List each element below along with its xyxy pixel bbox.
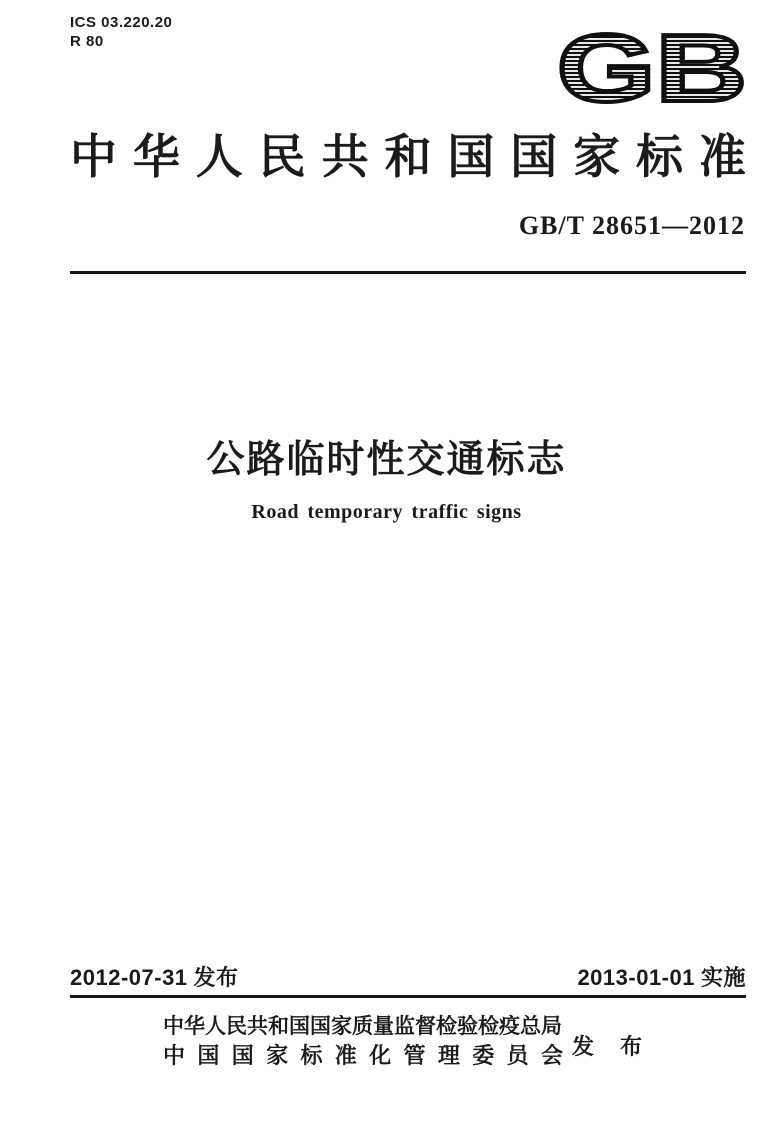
- issue-date-item: [70, 961, 239, 992]
- classification-codes: [70, 13, 172, 51]
- gb-logo: [535, 15, 747, 122]
- implement-date: 2013-01-01: [577, 965, 695, 990]
- gb-logo-text: GB: [556, 15, 747, 122]
- implement-date-item: [577, 961, 746, 992]
- document-title-english: Road temporary traffic signs: [251, 501, 522, 523]
- date-row: [70, 961, 746, 992]
- standard-number: GB/T 28651—2012: [518, 211, 745, 240]
- implement-date-label: 实施: [700, 965, 746, 990]
- document-title-chinese: 公路临时性交通标志: [206, 439, 567, 481]
- ics-code: ICS 03.220.20: [70, 14, 173, 31]
- issuer-aqsiq: 中华人民共和国国家质量监督检验检疫总局: [163, 1015, 562, 1038]
- footer-divider-line: [70, 995, 746, 998]
- national-standard-heading: 中 华 人 民 共 和 国 国 家 标 准: [70, 132, 746, 184]
- doc-class-code: R 80: [70, 33, 104, 50]
- issue-date-label: 发布: [193, 965, 239, 990]
- issuer-block: [163, 1013, 563, 1069]
- issue-date: 2012-07-31: [70, 965, 188, 990]
- publish-label: 发 布: [572, 1034, 642, 1059]
- issuer-sac: 中 国 国 家 标 准 化 管 理 委 员 会: [163, 1043, 563, 1068]
- header-divider-line: [70, 271, 746, 274]
